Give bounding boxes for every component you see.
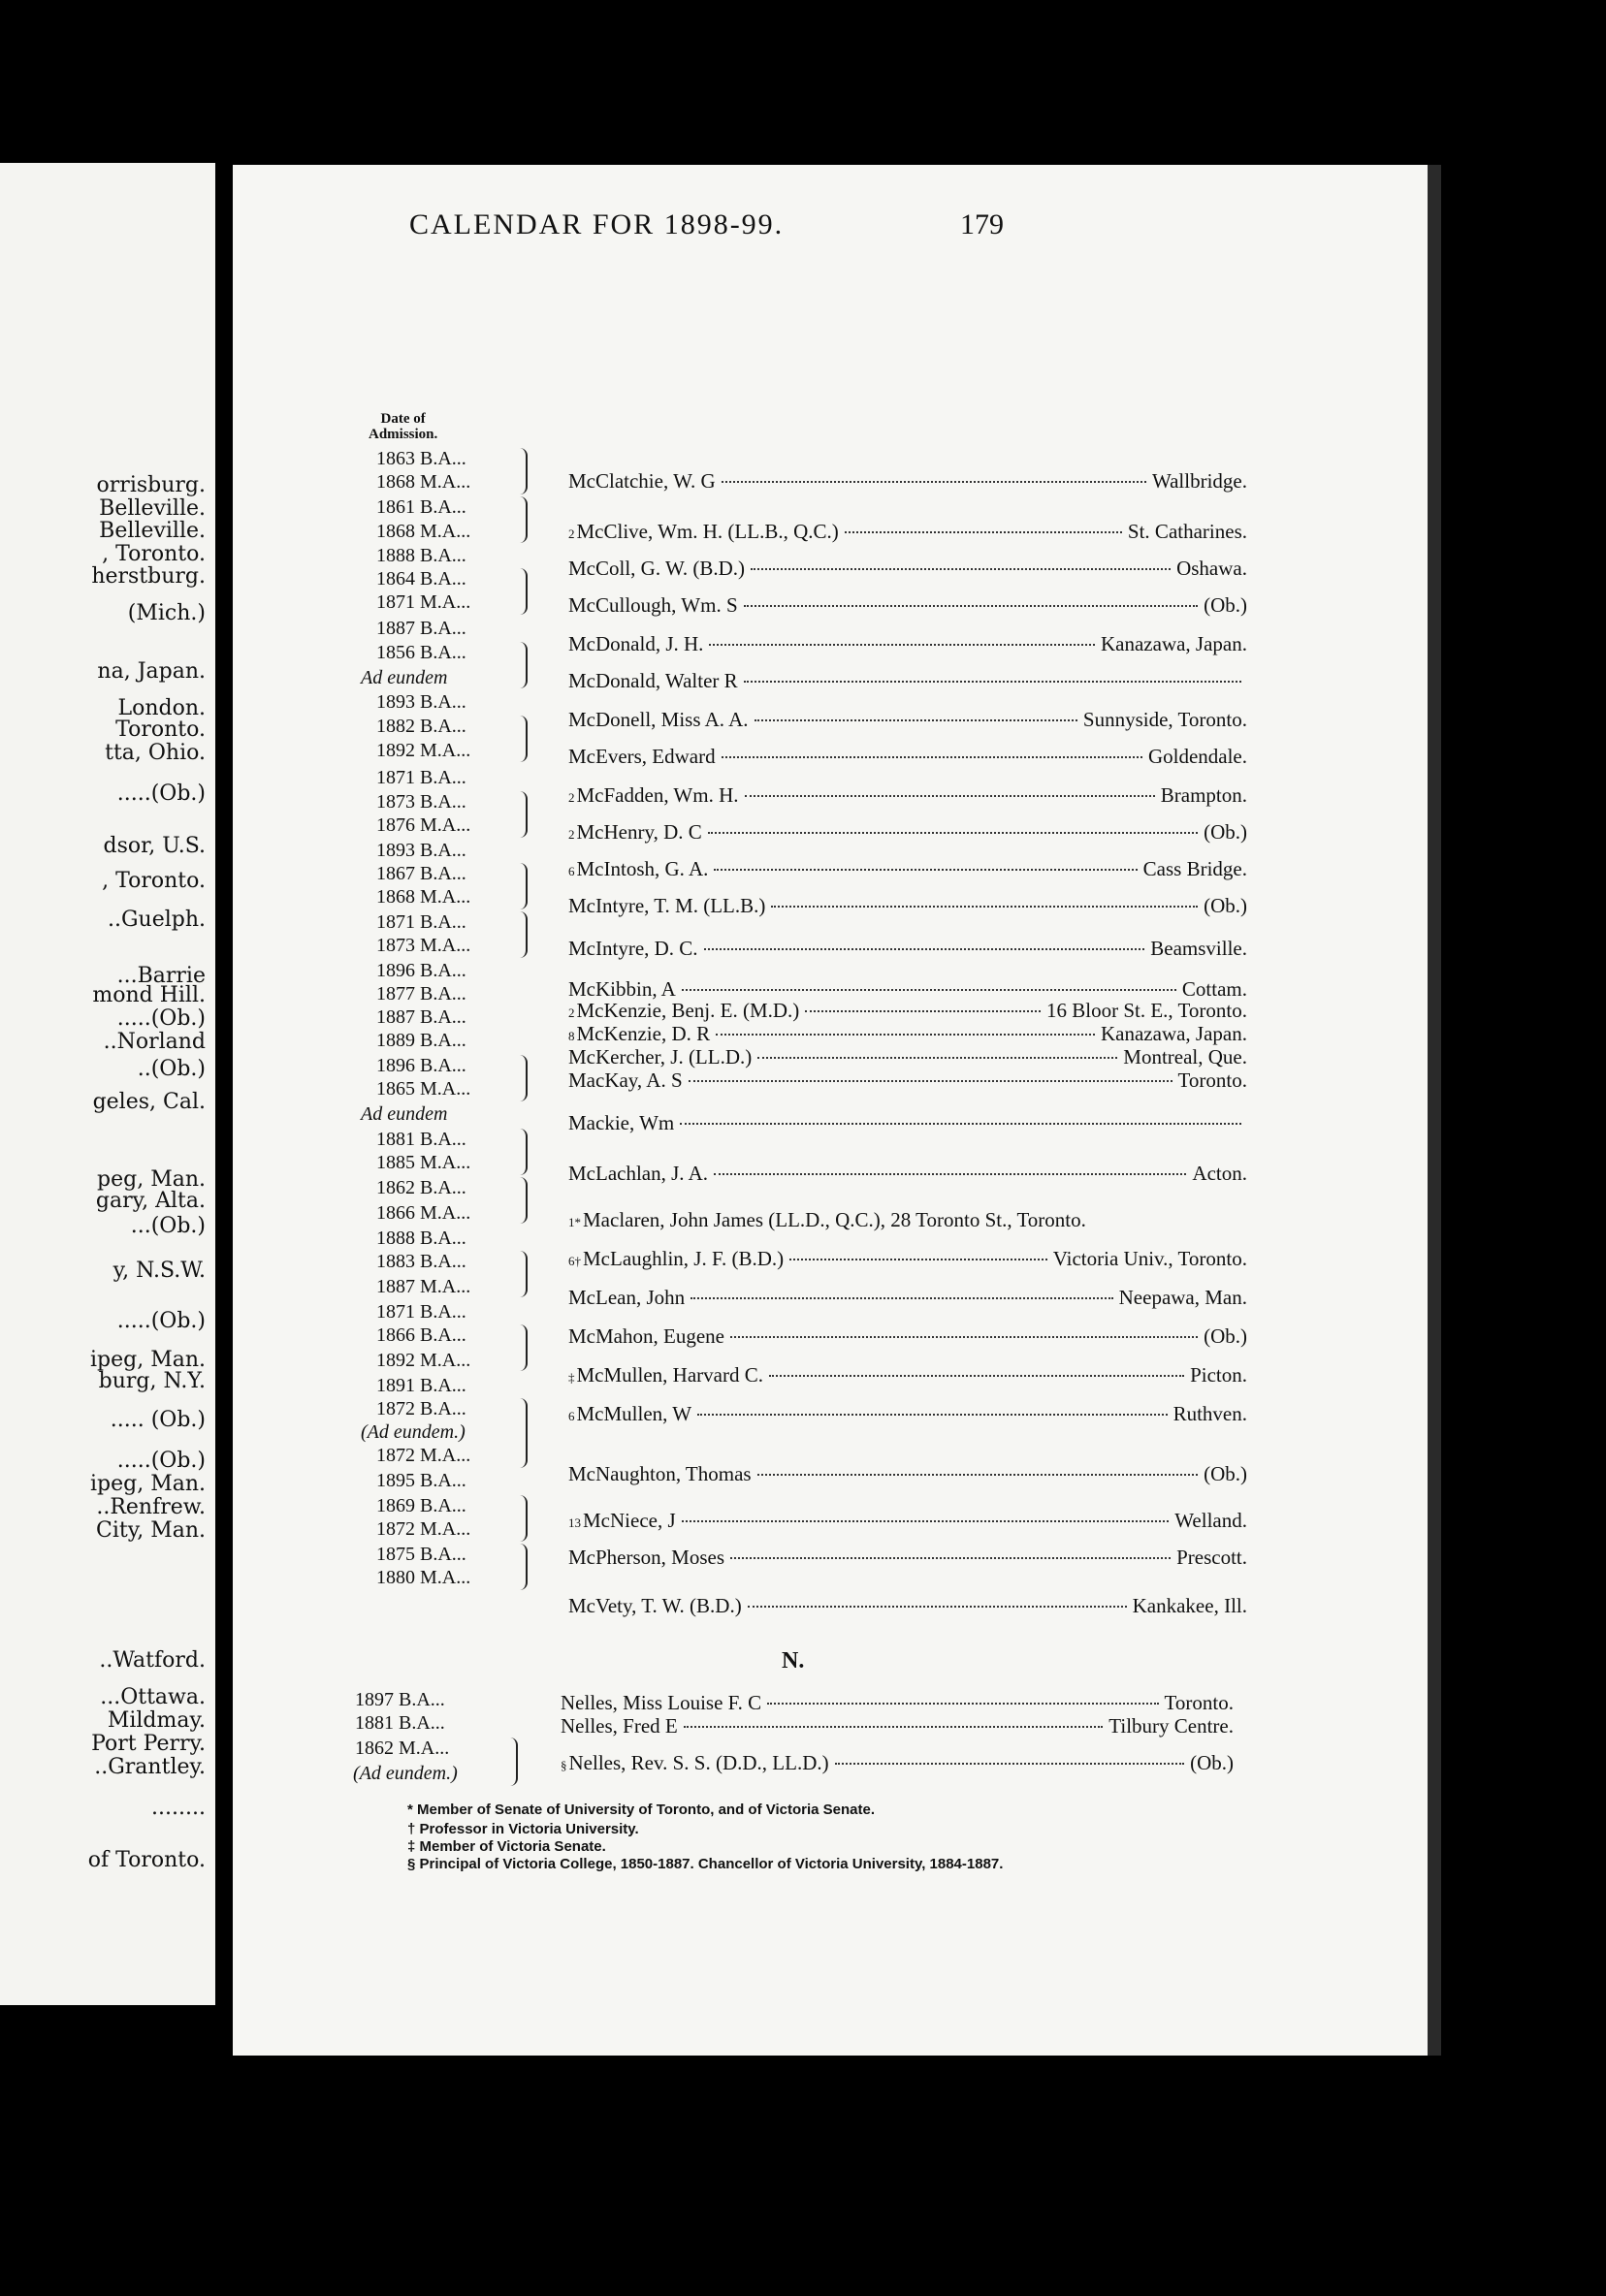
dot-leader	[805, 1009, 1041, 1012]
left-page-line: ..Renfrew.	[96, 1495, 206, 1519]
admission-date: 1862 M.A...	[355, 1738, 450, 1759]
dot-leader	[708, 831, 1198, 834]
entry-name: McIntosh, G. A.	[576, 857, 709, 880]
admission-date: 1872 M.A...	[376, 1445, 471, 1466]
entry-place: Acton.	[1192, 1162, 1247, 1185]
directory-entry	[568, 999, 1247, 1023]
entry-place: (Ob.)	[1190, 1751, 1234, 1774]
left-page-line: peg, Man.	[97, 1167, 206, 1192]
dot-leader	[789, 1258, 1047, 1260]
entry-name: McDonell, Miss A. A.	[568, 708, 749, 731]
dot-leader	[722, 755, 1142, 758]
admission-date: 1872 M.A...	[376, 1518, 471, 1540]
dot-leader	[769, 1374, 1184, 1377]
date-column-heading: Date of Admission.	[369, 411, 438, 442]
left-page-line: ..Grantley.	[94, 1755, 206, 1779]
dot-leader	[709, 643, 1095, 646]
grouping-brace	[510, 1738, 518, 1786]
left-page-line: mond Hill.	[92, 983, 206, 1007]
entry-place: Neepawa, Man.	[1118, 1286, 1247, 1309]
directory-entry	[568, 1286, 1247, 1310]
entry-place: Montreal, Que.	[1123, 1045, 1247, 1068]
grouping-brace	[520, 791, 528, 838]
directory-entry	[568, 593, 1247, 618]
left-page-line: Belleville.	[99, 519, 206, 543]
entry-place: (Ob.)	[1204, 820, 1247, 844]
footnote: † Professor in Victoria University.	[407, 1821, 639, 1837]
admission-date: 1868 M.A...	[376, 521, 471, 542]
left-page-line: ...Ottawa.	[100, 1685, 206, 1709]
footnote-mark: 8	[568, 1029, 575, 1043]
admission-date: (Ad eundem.)	[361, 1421, 466, 1443]
entry-name: McFadden, Wm. H.	[576, 783, 739, 807]
grouping-brace	[520, 568, 528, 615]
admission-date: 1871 B.A...	[376, 911, 466, 933]
grouping-brace	[520, 1177, 528, 1224]
admission-date: 1896 B.A...	[376, 960, 466, 981]
left-page-line: na, Japan.	[97, 659, 206, 684]
left-page-line: .....(Ob.)	[116, 781, 206, 806]
entry-place: Prescott.	[1176, 1546, 1247, 1569]
admission-date: 1867 B.A...	[376, 863, 466, 884]
entry-name: McKenzie, D. R	[576, 1022, 711, 1045]
admission-date: 1896 B.A...	[376, 1055, 466, 1076]
admission-date: 1881 B.A...	[376, 1129, 466, 1150]
entry-place: Tilbury Centre.	[1108, 1714, 1234, 1738]
dot-leader	[757, 1473, 1199, 1476]
entry-place: Welland.	[1174, 1509, 1247, 1532]
directory-entry	[568, 1068, 1247, 1093]
left-page-line: ipeg, Man.	[89, 1472, 206, 1496]
admission-date: 1871 B.A...	[376, 767, 466, 788]
directory-entry	[568, 1045, 1247, 1069]
section-heading-n: N.	[782, 1648, 805, 1674]
admission-date: 1888 B.A...	[376, 545, 466, 566]
directory-entry	[568, 1162, 1247, 1186]
entry-place: Kanazawa, Japan.	[1101, 1022, 1247, 1045]
admission-date: 1863 B.A...	[376, 448, 466, 469]
footnote: * Member of Senate of University of Toronto, and of Victoria Senate.	[407, 1802, 876, 1818]
dot-leader	[748, 1605, 1127, 1608]
dot-leader	[722, 480, 1146, 483]
entry-name: McMahon, Eugene	[568, 1324, 724, 1348]
admission-date: Ad eundem	[361, 1103, 448, 1125]
entry-place: Toronto.	[1164, 1691, 1234, 1714]
directory-entry	[568, 708, 1247, 732]
admission-date: 1887 B.A...	[376, 1006, 466, 1028]
footnote-mark: 2	[568, 1005, 575, 1020]
entry-name: McClive, Wm. H. (LL.B., Q.C.)	[576, 520, 839, 543]
entry-place: (Ob.)	[1204, 894, 1247, 917]
grouping-brace	[520, 1495, 528, 1542]
grouping-brace	[520, 1055, 528, 1101]
grouping-brace	[520, 1544, 528, 1590]
left-page-line: , Toronto.	[102, 869, 206, 893]
entry-place: Victoria Univ., Toronto.	[1052, 1247, 1247, 1270]
admission-date: 1887 M.A...	[376, 1276, 471, 1297]
footnote-mark: §	[561, 1758, 567, 1772]
left-page-line: ipeg, Man.	[89, 1348, 206, 1372]
footnote-mark: 2	[568, 827, 575, 842]
left-page-line: geles, Cal.	[92, 1090, 206, 1114]
grouping-brace	[520, 1398, 528, 1468]
left-page-line: Toronto.	[115, 718, 206, 742]
admission-date: 1882 B.A...	[376, 716, 466, 737]
dot-leader	[845, 530, 1122, 533]
entry-name: Nelles, Fred E	[561, 1714, 678, 1738]
left-page-line: burg, N.Y.	[98, 1369, 206, 1393]
entry-name: McLean, John	[568, 1286, 686, 1309]
directory-entry	[568, 937, 1247, 961]
directory-entry	[568, 469, 1247, 494]
entry-name: McColl, G. W. (B.D.)	[568, 557, 746, 580]
grouping-brace	[520, 642, 528, 688]
grouping-brace	[520, 1251, 528, 1297]
entry-place: Brampton.	[1160, 783, 1247, 807]
admission-date: 1868 M.A...	[376, 886, 471, 908]
admission-date: 1881 B.A...	[355, 1712, 445, 1734]
entry-name: McCullough, Wm. S	[568, 593, 738, 617]
admission-date: 1871 B.A...	[376, 1301, 466, 1323]
directory-entry	[561, 1751, 1234, 1775]
left-page-line: .....(Ob.)	[116, 1449, 206, 1473]
directory-entry	[561, 1714, 1234, 1738]
dot-leader	[714, 868, 1137, 871]
grouping-brace	[520, 496, 528, 543]
admission-date: (Ad eundem.)	[353, 1763, 458, 1784]
left-page-line: of Toronto.	[87, 1848, 206, 1872]
entry-name: McDonald, J. H.	[568, 632, 704, 655]
admission-date: 1880 M.A...	[376, 1567, 471, 1588]
dot-leader	[755, 718, 1077, 721]
grouping-brace	[520, 863, 528, 909]
directory-entry	[568, 557, 1247, 581]
entry-name: McLachlan, J. A.	[568, 1162, 709, 1185]
directory-entry	[568, 1402, 1247, 1426]
admission-date: 1877 B.A...	[376, 983, 466, 1004]
entry-place: (Ob.)	[1204, 593, 1247, 617]
entry-name: McNaughton, Thomas	[568, 1462, 752, 1485]
left-page-line: ...Barrie	[116, 964, 206, 988]
footnote: ‡ Member of Victoria Senate.	[407, 1838, 606, 1855]
admission-date: 1892 M.A...	[376, 740, 471, 761]
left-page-line: ........	[151, 1796, 206, 1820]
footnote-mark: ‡	[568, 1370, 575, 1385]
entry-place: Picton.	[1190, 1363, 1247, 1387]
directory-entry	[568, 857, 1247, 881]
admission-date: 1885 M.A...	[376, 1152, 471, 1173]
grouping-brace	[520, 911, 528, 958]
entry-name: MacKay, A. S	[568, 1068, 683, 1092]
admission-date: 1862 B.A...	[376, 1177, 466, 1198]
entry-name: McIntyre, T. M. (LL.B.)	[568, 894, 766, 917]
admission-date: 1868 M.A...	[376, 471, 471, 493]
grouping-brace	[520, 716, 528, 762]
footnote-mark: 1*	[568, 1215, 581, 1229]
entry-name: McKibbin, A	[568, 977, 676, 1001]
directory-entry	[568, 1546, 1247, 1570]
dot-leader	[730, 1335, 1198, 1338]
entry-name: Mackie, Wm	[568, 1111, 675, 1134]
admission-date: 1861 B.A...	[376, 496, 466, 518]
admission-date: 1888 B.A...	[376, 1228, 466, 1249]
page-header-title: CALENDAR FOR 1898-99.	[409, 208, 785, 240]
entry-place: Beamsville.	[1150, 937, 1247, 960]
admission-date: 1892 M.A...	[376, 1350, 471, 1371]
footnote-mark: 6	[568, 864, 575, 878]
entry-place: Oshawa.	[1176, 557, 1247, 580]
directory-entry	[568, 1324, 1247, 1349]
directory-entry	[568, 520, 1247, 544]
dot-leader	[682, 1519, 1170, 1522]
entry-place: Cottam.	[1181, 977, 1247, 1001]
directory-entry	[568, 1247, 1247, 1271]
entry-place: Kankakee, Ill.	[1132, 1594, 1247, 1617]
left-page-line: (Mich.)	[127, 601, 206, 625]
admission-date: 1871 M.A...	[376, 591, 471, 613]
entry-name: McDonald, Walter R	[568, 669, 738, 692]
entry-place: Sunnyside, Toronto.	[1082, 708, 1247, 731]
dot-leader	[730, 1556, 1171, 1559]
left-page-line: .....(Ob.)	[116, 1006, 206, 1031]
entry-name: McVety, T. W. (B.D.)	[568, 1594, 742, 1617]
footnote-mark: 6†	[568, 1254, 581, 1268]
directory-entry	[568, 820, 1247, 845]
page-number: 179	[960, 208, 1004, 240]
directory-entry	[568, 1363, 1247, 1387]
admission-date: 1883 B.A...	[376, 1251, 466, 1272]
footnote-mark: 2	[568, 790, 575, 805]
left-page-line: , Toronto.	[102, 542, 206, 566]
dot-leader	[744, 604, 1198, 607]
entry-name: McMullen, Harvard C.	[576, 1363, 763, 1387]
admission-date: 1864 B.A...	[376, 568, 466, 590]
admission-date: 1897 B.A...	[355, 1689, 445, 1710]
dot-leader	[771, 905, 1198, 908]
left-page-line: gary, Alta.	[95, 1189, 206, 1213]
entry-name: McLaughlin, J. F. (B.D.)	[583, 1247, 785, 1270]
directory-entry	[568, 1509, 1247, 1533]
footnote: § Principal of Victoria College, 1850-1887. Chancellor of Victoria University, 1884-1887.	[407, 1856, 1004, 1872]
page-edge	[1428, 165, 1441, 2056]
admission-date: 1893 B.A...	[376, 840, 466, 861]
dot-leader	[716, 1033, 1095, 1036]
dot-leader	[757, 1056, 1117, 1059]
admission-date: 1873 B.A...	[376, 791, 466, 813]
entry-place: Toronto.	[1177, 1068, 1247, 1092]
dot-leader	[744, 680, 1241, 683]
dot-leader	[691, 1296, 1113, 1299]
entry-place: Ruthven.	[1172, 1402, 1247, 1425]
directory-entry	[568, 783, 1247, 808]
footnote-mark: 13	[568, 1515, 581, 1530]
admission-date: 1873 M.A...	[376, 935, 471, 956]
admission-date: 1869 B.A...	[376, 1495, 466, 1516]
entry-place: (Ob.)	[1204, 1462, 1247, 1485]
dot-leader	[767, 1702, 1158, 1705]
left-page	[0, 163, 215, 2005]
directory-entry	[568, 632, 1247, 656]
dot-leader	[689, 1079, 1172, 1082]
left-page-line: Belleville.	[99, 496, 206, 521]
directory-entry	[568, 1022, 1247, 1046]
dot-leader	[697, 1413, 1167, 1416]
entry-place: Goldendale.	[1147, 745, 1247, 768]
admission-date: 1891 B.A...	[376, 1375, 466, 1396]
admission-date: 1876 M.A...	[376, 814, 471, 836]
left-page-line: London.	[117, 696, 206, 720]
directory-entry	[561, 1691, 1234, 1715]
entry-name: McKenzie, Benj. E. (M.D.)	[576, 999, 800, 1022]
directory-entry	[568, 669, 1247, 693]
dot-leader	[745, 794, 1155, 797]
admission-date: 1895 B.A...	[376, 1470, 466, 1491]
grouping-brace	[520, 1129, 528, 1175]
admission-date: 1875 B.A...	[376, 1544, 466, 1565]
directory-entry	[568, 1594, 1247, 1618]
admission-date: 1889 B.A...	[376, 1030, 466, 1051]
left-page-line: herstburg.	[91, 564, 206, 589]
dot-leader	[684, 1725, 1104, 1728]
admission-date: Ad eundem	[361, 667, 448, 688]
dot-leader	[682, 988, 1176, 991]
directory-entry	[568, 1111, 1247, 1135]
entry-place: (Ob.)	[1204, 1324, 1247, 1348]
entry-name: Nelles, Rev. S. S. (D.D., LL.D.)	[568, 1751, 829, 1774]
left-page-line: .....(Ob.)	[116, 1309, 206, 1333]
dot-leader	[835, 1762, 1184, 1765]
left-page-line: ..Watford.	[99, 1648, 206, 1673]
directory-entry	[568, 894, 1247, 918]
left-page-line: y, N.S.W.	[112, 1259, 206, 1283]
entry-place: St. Catharines.	[1127, 520, 1247, 543]
left-page-line: City, Man.	[95, 1518, 206, 1543]
left-page-line: Port Perry.	[91, 1732, 206, 1756]
entry-name: McPherson, Moses	[568, 1546, 724, 1569]
entry-place: Cass Bridge.	[1142, 857, 1247, 880]
left-page-line: ..(Ob.)	[137, 1057, 206, 1081]
entry-name: McNiece, J	[583, 1509, 676, 1532]
dot-leader	[704, 947, 1145, 950]
left-page-line: tta, Ohio.	[105, 741, 206, 765]
entry-name: McIntyre, D. C.	[568, 937, 698, 960]
entry-name: Nelles, Miss Louise F. C	[561, 1691, 762, 1714]
entry-name: McEvers, Edward	[568, 745, 716, 768]
footnote-mark: 6	[568, 1409, 575, 1423]
directory-entry	[568, 745, 1247, 769]
entry-place: 16 Bloor St. E., Toronto.	[1046, 999, 1247, 1022]
left-page-line: ..... (Ob.)	[110, 1408, 206, 1432]
entry-name: McHenry, D. C	[576, 820, 702, 844]
admission-date: 1866 M.A...	[376, 1202, 471, 1224]
admission-date: 1866 B.A...	[376, 1324, 466, 1346]
left-page-line: orrisburg.	[96, 473, 206, 497]
grouping-brace	[520, 1324, 528, 1371]
entry-name: McKercher, J. (LL.D.)	[568, 1045, 753, 1068]
directory-entry	[568, 1208, 1247, 1232]
footnote-mark: 2	[568, 526, 575, 541]
entry-name: McMullen, W	[576, 1402, 692, 1425]
dot-leader	[714, 1172, 1186, 1175]
left-page-line: ..Norland	[103, 1030, 206, 1054]
entry-place: Wallbridge.	[1151, 469, 1247, 493]
entry-place: Kanazawa, Japan.	[1101, 632, 1247, 655]
left-page-line: ..Guelph.	[107, 908, 206, 932]
dot-leader	[680, 1122, 1241, 1125]
grouping-brace	[520, 448, 528, 494]
left-page-line: ...(Ob.)	[130, 1214, 206, 1238]
admission-date: 1872 B.A...	[376, 1398, 466, 1419]
admission-date: 1887 B.A...	[376, 618, 466, 639]
admission-date: 1856 B.A...	[376, 642, 466, 663]
dot-leader	[751, 567, 1171, 570]
admission-date: 1893 B.A...	[376, 691, 466, 713]
left-page-line: Mildmay.	[107, 1708, 206, 1733]
directory-entry	[568, 1462, 1247, 1486]
entry-name: Maclaren, John James (LL.D., Q.C.), 28 Toronto St., Toronto.	[583, 1208, 1086, 1231]
entry-name: McClatchie, W. G	[568, 469, 716, 493]
admission-date: 1865 M.A...	[376, 1078, 471, 1100]
left-page-line: dsor, U.S.	[103, 834, 206, 858]
